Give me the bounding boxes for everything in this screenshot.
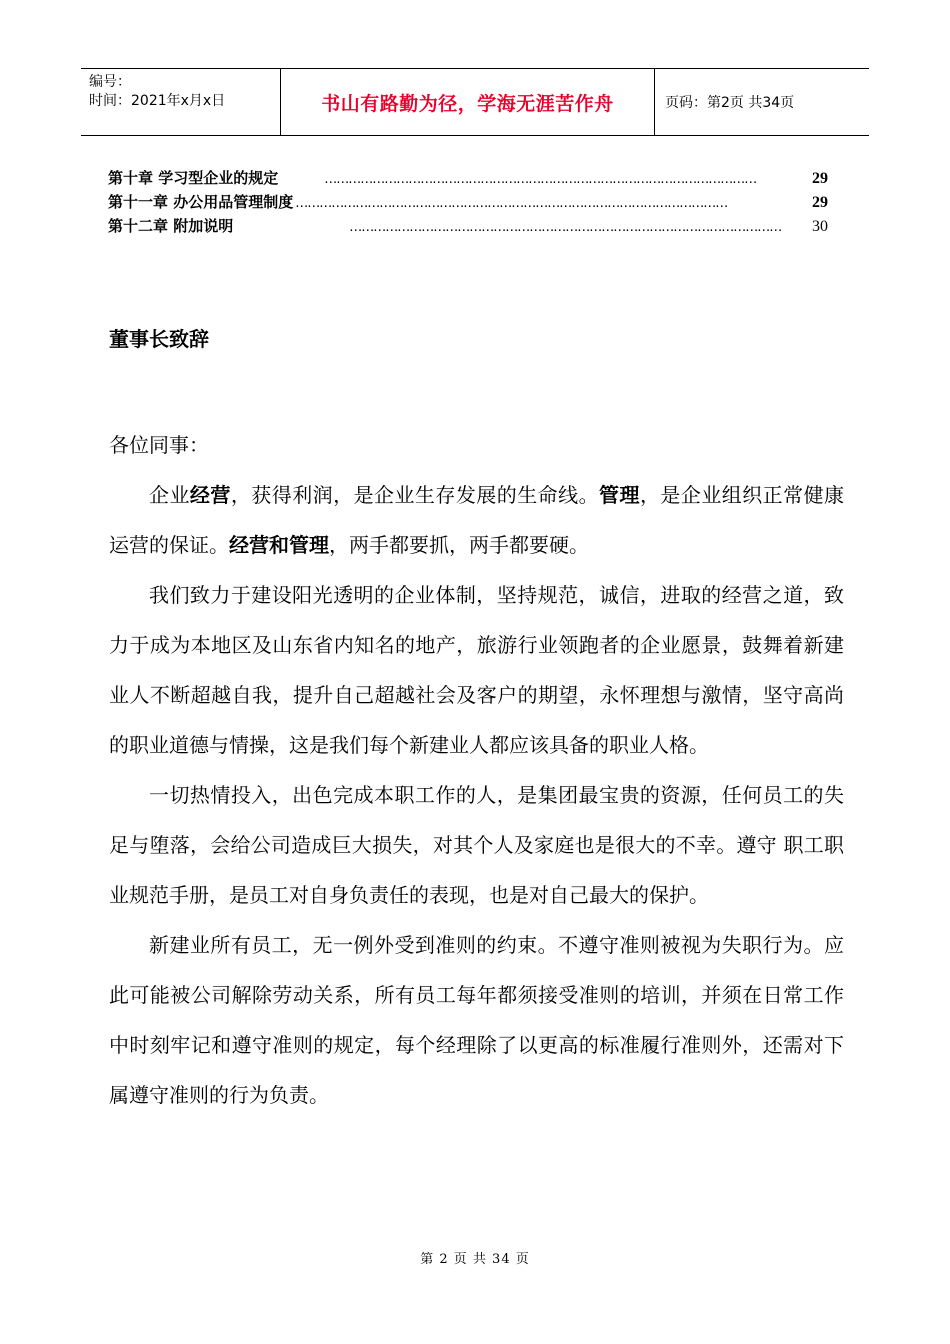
toc-entry[interactable] xyxy=(108,215,828,239)
paragraph-2: 我们致力于建设阳光透明的企业体制，坚持规范，诚信，进取的经营之道，致力于成为本地区及山东省内知名的地产，旅游行业领跑者的企业愿景，鼓舞着新建业人不断超越自我，提升自己超越社会及客户的期望，永怀理想与激情，坚守高尚的职业道德与情操，这是我们每个新建业人都应该具备的职业人格。 xyxy=(109,583,844,757)
toc-entry-title: 第十二章 附加说明 xyxy=(108,217,234,235)
page-footer: 第 2 页 共 34 页 xyxy=(420,1252,530,1267)
bold-term-business-and-management: 经营和管理 xyxy=(229,533,329,557)
toc-entry-page: 29 xyxy=(812,194,828,211)
toc-entry-page: 30 xyxy=(812,218,828,235)
toc-entry[interactable] xyxy=(108,191,828,215)
toc-entry-page: 29 xyxy=(812,170,828,187)
text-run: ，两手都要抓，两手都要硬。 xyxy=(329,533,589,557)
header-motto: 书山有路勤为径，学海无涯苦作舟 xyxy=(281,69,655,135)
document-number-label: 编号： xyxy=(89,74,131,90)
paragraph-3: 一切热情投入，出色完成本职工作的人，是集团最宝贵的资源，任何员工的失足与堕落，会给公司造成巨大损失，对其个人及家庭也是很大的不幸。遵守 职工职业规范手册，是员工对自身负责任的表现，也是对自己最大的保护。 xyxy=(109,783,844,907)
toc-entry-title: 第十章 学习型企业的规定 xyxy=(108,169,279,187)
table-of-contents xyxy=(108,167,828,239)
text-run: ，是企业组织正常健康运营的保证。 xyxy=(109,483,845,557)
page-header xyxy=(81,68,869,136)
text-run: 企业 xyxy=(149,483,190,507)
bold-term-management: 管理 xyxy=(599,483,640,507)
text-run: ，获得利润，是企业生存发展的生命线。 xyxy=(230,483,600,507)
toc-entry-leader: ……………………………………………………………………………………………… xyxy=(349,220,782,235)
toc-entry-leader: ……………………………………………………………………………………………… xyxy=(324,172,757,187)
paragraph-1 xyxy=(109,470,844,570)
toc-entry-leader: ……………………………………………………………………………………………… xyxy=(295,196,728,211)
paragraph-4: 新建业所有员工，无一例外受到准则的约束。不遵守准则被视为失职行为。应此可能被公司解除劳动关系，所有员工每年都须接受准则的培训，并须在日常工作中时刻牢记和遵守准则的规定，每个经理除了以更高的标准履行准则外，还需对下属遵守准则的行为负责。 xyxy=(109,933,844,1107)
section-heading: 董事长致辞 xyxy=(109,327,209,351)
letter-body xyxy=(109,420,844,1120)
header-page-info: 页码：第2页 共34页 xyxy=(665,95,795,111)
header-meta xyxy=(81,69,281,135)
document-time: 时间：2021年x月x日 xyxy=(89,93,226,109)
toc-entry[interactable] xyxy=(108,167,828,191)
bold-term-business: 经营 xyxy=(189,483,231,507)
toc-entry-title: 第十一章 办公用品管理制度 xyxy=(108,193,294,211)
salutation: 各位同事： xyxy=(109,433,209,457)
